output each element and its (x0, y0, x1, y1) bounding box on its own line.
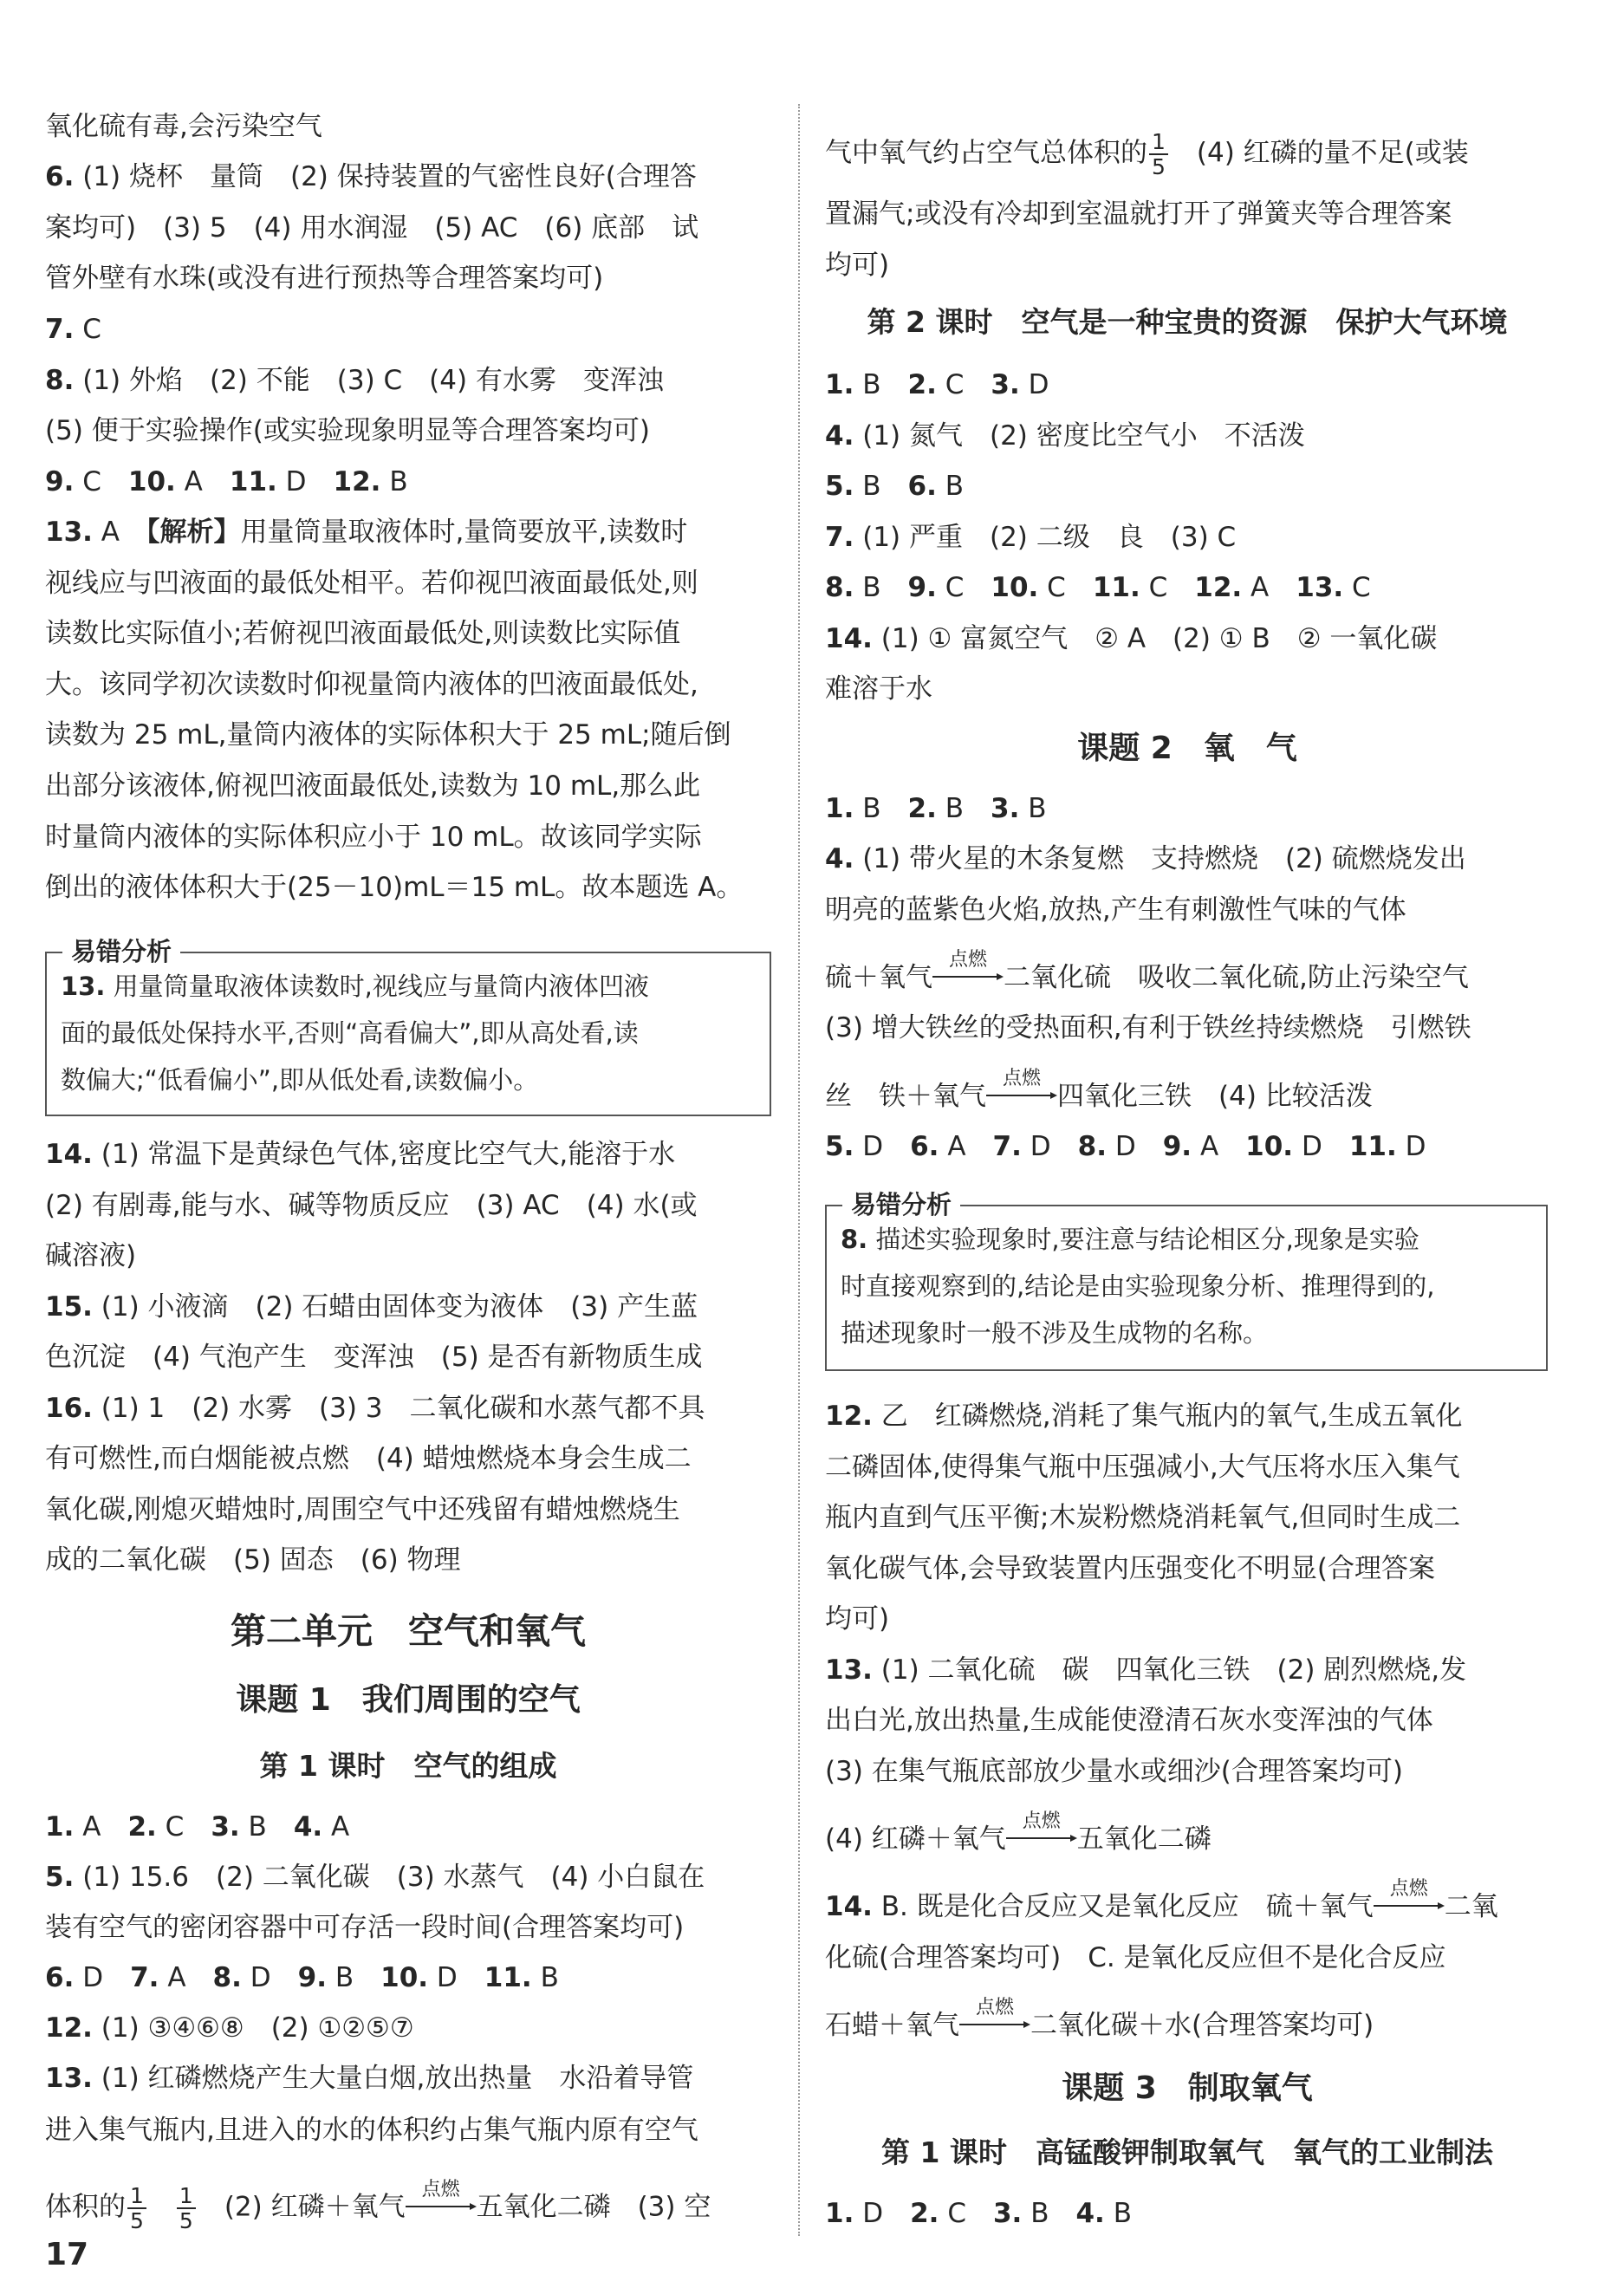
box-title: 易错分析 (842, 1187, 960, 1222)
answer-line: (3) 在集气瓶底部放少量水或细沙(合理答案均可) (825, 1756, 1403, 1787)
answer-line: 碱溶液) (45, 1240, 137, 1271)
reaction-arrow: 点燃 (1006, 1830, 1077, 1848)
fraction: $\frac{1}{5}$ (177, 2184, 196, 2233)
answer-line: (3) 增大铁丝的受热面积,有利于铁丝持续燃烧 引燃铁 (825, 1012, 1471, 1043)
answer-line: 氧化硫有毒,会污染空气 (45, 111, 322, 142)
answer-line: 难溶于水 (825, 673, 932, 705)
answer-line: 成的二氧化碳 (5) 固态 (6) 物理 (45, 1544, 461, 1576)
answer-line: 时量筒内液体的实际体积应小于 10 mL。故该同学实际 (45, 822, 702, 853)
answer-4: 4. (1) 带火星的木条复燃 支持燃烧 (2) 硫燃烧发出 (825, 843, 1466, 874)
answer-14: 14. B. 既是化合反应又是氧化反应 硫＋氧气 点燃 二氧 (825, 1878, 1498, 1922)
reaction-arrow: 点燃 (959, 2017, 1030, 2034)
answer-line: 读数比实际值小;若俯视凹液面最低处,则读数比实际值 (45, 618, 681, 649)
equation-line: 石蜡＋氧气 点燃 二氧化碳＋水(合理答案均可) (825, 1997, 1374, 2041)
topic-title: 课题 3 制取氧气 (1062, 2070, 1313, 2106)
answer-7: 7. C (45, 314, 101, 345)
answer-12: 12. (1) ③④⑥⑧ (2) ①②⑤⑦ (45, 2012, 414, 2044)
answer-6: 6. (1) 烧杯 量筒 (2) 保持装置的气密性良好(合理答 (45, 161, 697, 192)
answer-7: 7. (1) 严重 (2) 二级 良 (3) C (825, 522, 1237, 553)
answer-1-3: 1. B 2. C 3. D (825, 369, 1049, 400)
column-divider (798, 104, 800, 2236)
equation-line: 丝 铁＋氧气 点燃 四氧化三铁 (4) 比较活泼 (825, 1068, 1373, 1112)
box-line: 时直接观察到的,结论是由实验现象分析、推理得到的, (841, 1271, 1435, 1301)
answer-line: 明亮的蓝紫色火焰,放热,产生有刺激性气味的气体 (825, 894, 1406, 926)
answer-13: 13. (1) 红磷燃烧产生大量白烟,放出热量 水沿着导管 (45, 2063, 694, 2094)
answer-line: 大。该同学初次读数时仰视量筒内液体的凹液面最低处, (45, 669, 698, 700)
answer-line: 置漏气;或没有冷却到室温就打开了弹簧夹等合理答案 (825, 198, 1452, 230)
answer-14: 14. (1) 常温下是黄绿色气体,密度比空气大,能溶于水 (45, 1139, 676, 1170)
box-line: 13. 用量筒量取液体读数时,视线应与量筒内液体凹液 (61, 972, 649, 1001)
equation-line: 硫＋氧气 点燃 二氧化硫 吸收二氧化硫,防止污染空气 (825, 949, 1469, 993)
answer-line: 装有空气的密闭容器中可存活一段时间(合理答案均可) (45, 1912, 685, 1943)
answer-line: 视线应与凹液面的最低处相平。若仰视凹液面最低处,则 (45, 568, 698, 599)
lesson-title: 第 2 课时 空气是一种宝贵的资源 保护大气环境 (867, 305, 1508, 339)
box-line: 描述现象时一般不涉及生成物的名称。 (841, 1318, 1269, 1348)
answer-1-4: 1. D 2. C 3. B 4. B (825, 2198, 1132, 2229)
box-line: 面的最低处保持水平,否则“高看偏大”,即从高处看,读 (61, 1018, 639, 1048)
answer-line: (2) 有剧毒,能与水、碱等物质反应 (3) AC (4) 水(或 (45, 1190, 698, 1221)
answer-14: 14. (1) ① 富氮空气 ② A (2) ① B ② 一氧化碳 (825, 623, 1438, 654)
answer-8: 8. (1) 外焰 (2) 不能 (3) C (4) 有水雾 变浑浊 (45, 365, 664, 396)
answer-line: 读数为 25 mL,量筒内液体的实际体积大于 25 mL;随后倒 (45, 719, 731, 751)
answer-9-12: 9. C 10. A 11. D 12. B (45, 466, 408, 497)
page-number: 17 (45, 2237, 89, 2272)
answer-5-11: 5. D 6. A 7. D 8. D 9. A 10. D 11. D (825, 1131, 1426, 1162)
unit-title: 第二单元 空气和氧气 (231, 1610, 586, 1652)
answer-line: 有可燃性,而白烟能被点燃 (4) 蜡烛燃烧本身会生成二 (45, 1443, 692, 1474)
box-title: 易错分析 (62, 934, 180, 969)
answer-4: 4. (1) 氮气 (2) 密度比空气小 不活泼 (825, 420, 1305, 452)
lesson-title: 第 1 课时 空气的组成 (259, 1749, 557, 1783)
answer-line: 化硫(合理答案均可) C. 是氧化反应但不是化合反应 (825, 1942, 1446, 1973)
answer-1-4: 1. A 2. C 3. B 4. A (45, 1811, 350, 1843)
error-analysis-box (825, 1190, 1548, 1371)
answer-line: 出白光,放出热量,生成能使澄清石灰水变浑浊的气体 (825, 1705, 1433, 1736)
answer-line: 进入集气瓶内,且进入的水的体积约占集气瓶内原有空气 (45, 2115, 698, 2146)
answer-line: 倒出的液体体积大于(25－10)mL＝15 mL。故本题选 A。 (45, 872, 744, 903)
answer-13: 13. A 【解析】用量筒量取液体时,量筒要放平,读数时 (45, 517, 688, 548)
fraction: $\frac{1}{5}$ (127, 2184, 146, 2233)
reaction-arrow: 点燃 (406, 2199, 477, 2216)
answer-line: 均可) (825, 250, 890, 281)
answer-15: 15. (1) 小液滴 (2) 石蜡由固体变为液体 (3) 产生蓝 (45, 1291, 698, 1323)
box-line: 数偏大;“低看偏小”,即从低处看,读数偏小。 (61, 1065, 539, 1095)
answer-1-3: 1. B 2. B 3. B (825, 793, 1047, 824)
answer-line: 体积的 $\frac{1}{5}$ $\frac{1}{5}$ (2) 红磷＋氧气 点燃 五氧化二磷 (3) 空 (45, 2178, 711, 2233)
reaction-arrow: 点燃 (986, 1088, 1057, 1105)
answer-line: 出部分该液体,俯视凹液面最低处,读数为 10 mL,那么此 (45, 770, 701, 802)
reaction-arrow: 点燃 (1374, 1898, 1445, 1915)
answer-line: 氧化碳气体,会导致装置内压强变化不明显(合理答案 (825, 1553, 1435, 1584)
answer-line: (5) 便于实验操作(或实验现象明显等合理答案均可) (45, 415, 650, 446)
answer-5-6: 5. B 6. B (825, 471, 964, 502)
lesson-title: 第 1 课时 高锰酸钾制取氧气 氧气的工业制法 (881, 2135, 1493, 2169)
answer-12: 12. 乙 红磷燃烧,消耗了集气瓶内的氧气,生成五氧化 (825, 1401, 1463, 1432)
answer-line: 均可) (825, 1603, 890, 1635)
answer-line: 气中氧气约占空气总体积的 $\frac{1}{5}$ (4) 红磷的量不足(或装 (825, 129, 1469, 179)
answer-line: 管外壁有水珠(或没有进行预热等合理答案均可) (45, 263, 604, 294)
answer-line: 二磷固体,使得集气瓶中压强减小,大气压将水压入集气 (825, 1452, 1460, 1483)
answer-5: 5. (1) 15.6 (2) 二氧化碳 (3) 水蒸气 (4) 小白鼠在 (45, 1862, 705, 1893)
equation-line: (4) 红磷＋氧气 点燃 五氧化二磷 (825, 1810, 1212, 1855)
answer-line: 氧化碳,刚熄灭蜡烛时,周围空气中还残留有蜡烛燃烧生 (45, 1494, 680, 1525)
answer-line: 色沉淀 (4) 气泡产生 变浑浊 (5) 是否有新物质生成 (45, 1342, 703, 1373)
answer-13: 13. (1) 二氧化硫 碳 四氧化三铁 (2) 剧烈燃烧,发 (825, 1654, 1467, 1686)
answer-6-11: 6. D 7. A 8. D 9. B 10. D 11. B (45, 1962, 559, 1993)
answer-line: 案均可) (3) 5 (4) 用水润湿 (5) AC (6) 底部 试 (45, 212, 699, 244)
answer-line: 瓶内直到气压平衡;木炭粉燃烧消耗氧气,但同时生成二 (825, 1502, 1461, 1533)
topic-title: 课题 1 我们周围的空气 (236, 1682, 581, 1718)
answer-16: 16. (1) 1 (2) 水雾 (3) 3 二氧化碳和水蒸气都不具 (45, 1393, 705, 1424)
reaction-arrow: 点燃 (932, 969, 1004, 986)
answer-8-13: 8. B 9. C 10. C 11. C 12. A 13. C (825, 572, 1371, 603)
topic-title: 课题 2 氧 气 (1077, 731, 1297, 766)
fraction: $\frac{1}{5}$ (1149, 130, 1168, 179)
box-line: 8. 描述实验现象时,要注意与结论相区分,现象是实验 (841, 1225, 1419, 1254)
error-analysis-box (45, 937, 771, 1116)
